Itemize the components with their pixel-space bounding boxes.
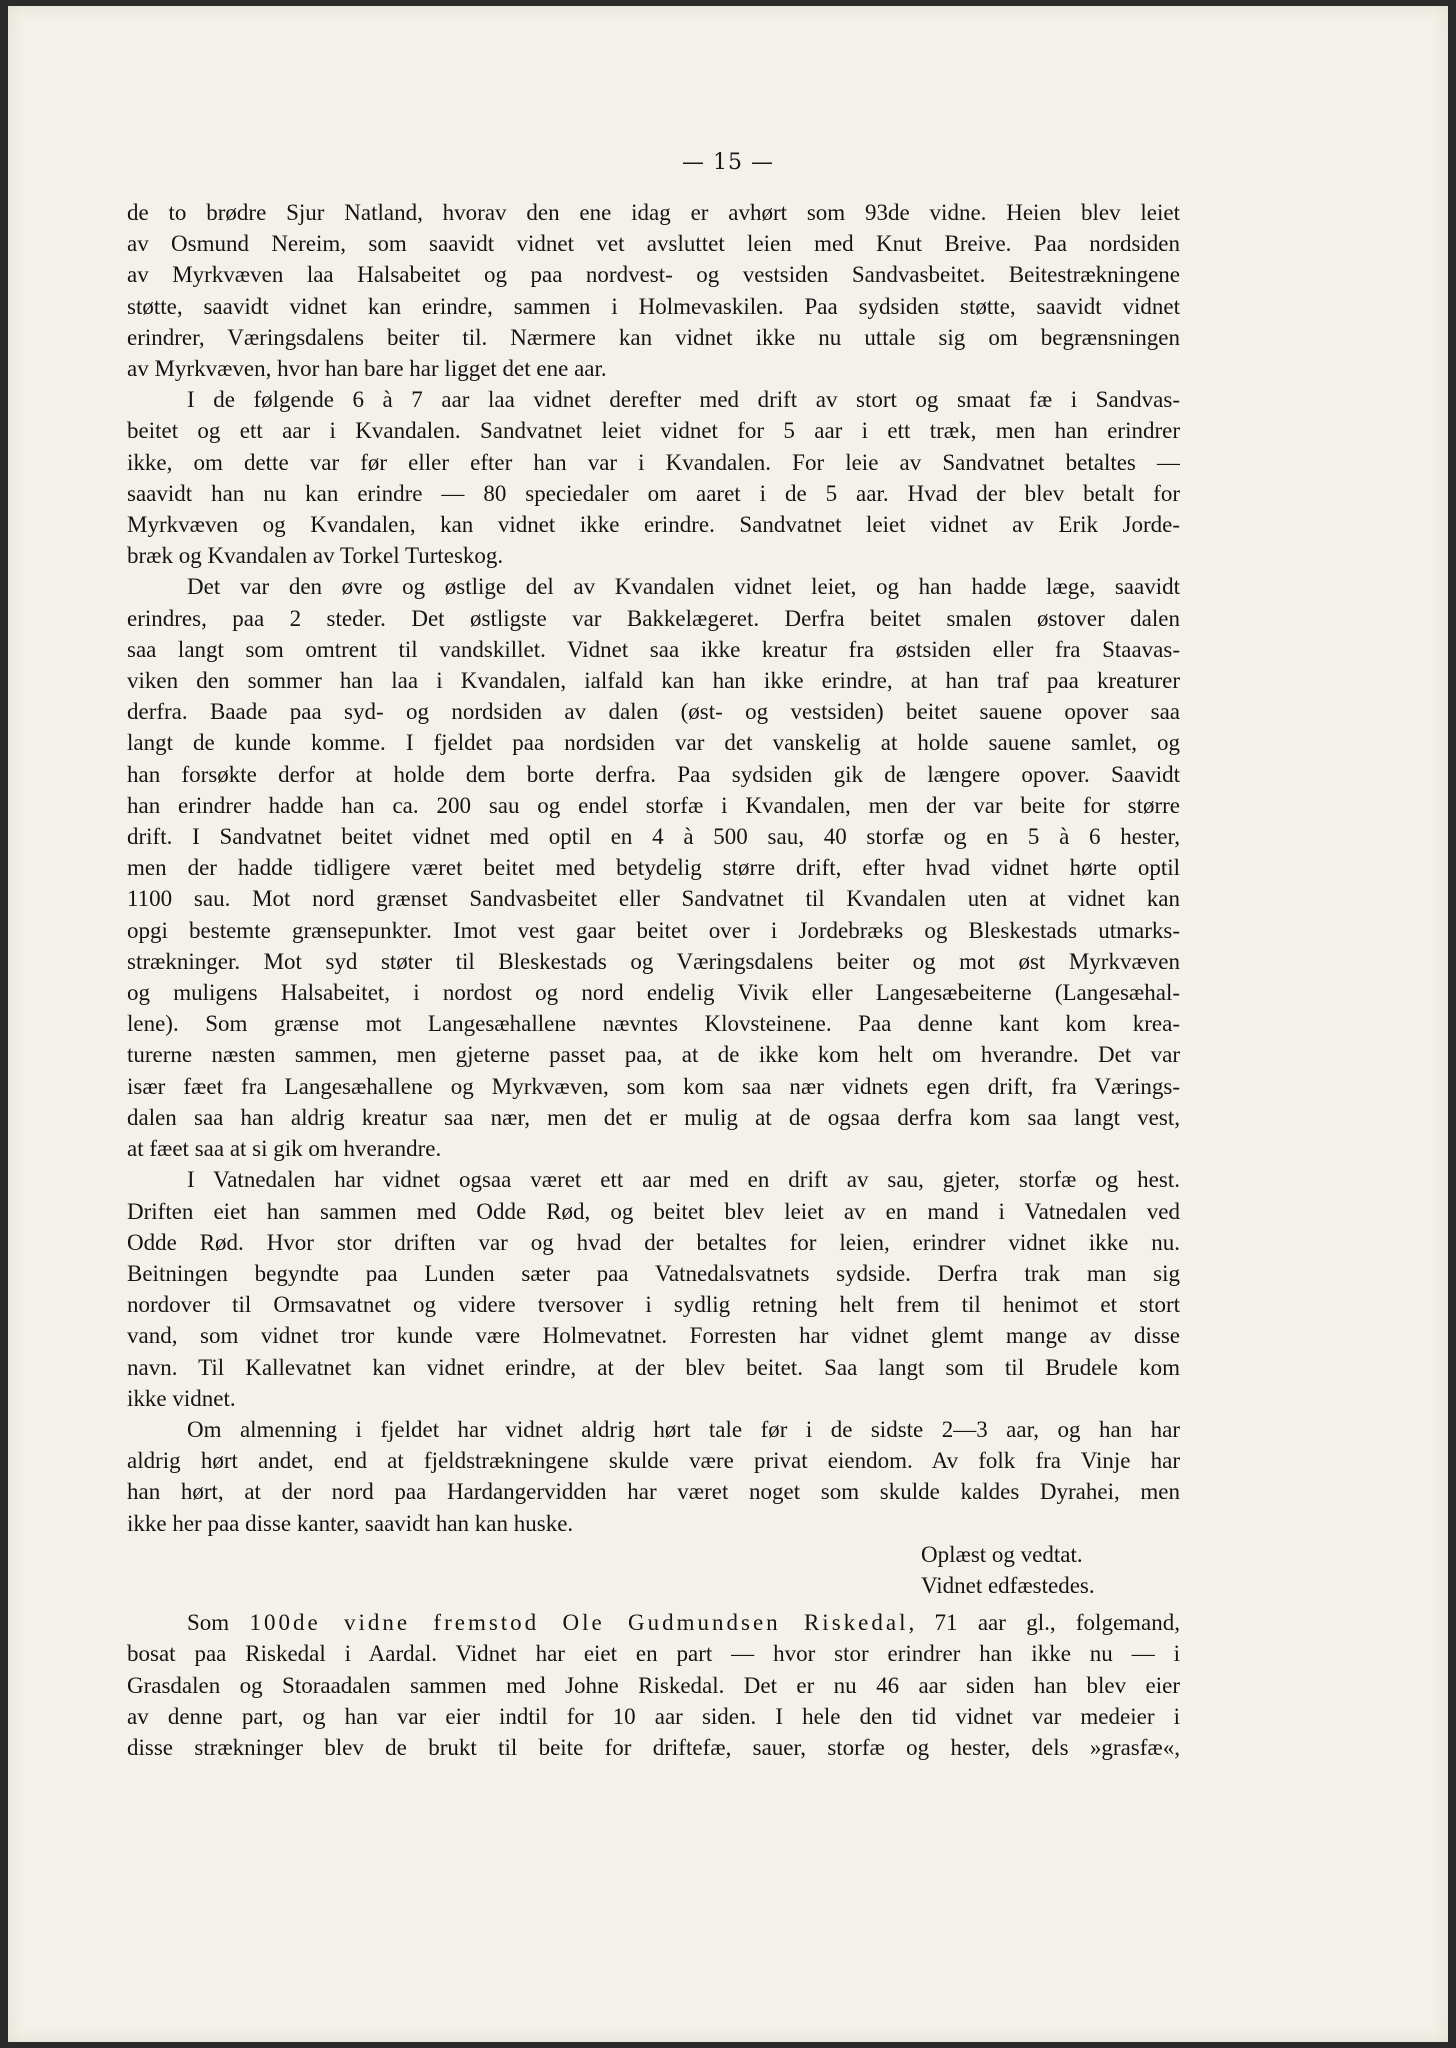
paragraph [127, 1414, 1180, 1539]
text-line: vand, som vidnet tror kunde være Holmevatnet. Forresten har vidnet glemt mange av disse [127, 1323, 1180, 1349]
text-line: erindres, paa 2 steder. Det østligste var Bakkelægeret. Derfra beitet smalen østover dalen [127, 605, 1180, 631]
text-line: strækninger. Mot syd støter til Bleskestads og Væringsdalens beiter og mot øst Myrkvæven [127, 948, 1180, 974]
text-line: av denne part, og han var eier indtil for 10 aar siden. I hele den tid vidnet var medeier i [127, 1703, 1180, 1729]
text-line: Om almenning i fjeldet har vidnet aldrig hørt tale før i de sidste 2—3 aar, og han har [187, 1416, 1180, 1442]
text-line: disse strækninger blev de brukt til beite for driftefæ, sauer, storfæ og hester, dels »grasfæ«, [127, 1734, 1180, 1760]
paragraph [127, 1164, 1180, 1414]
document-body [127, 197, 1180, 1763]
signoff [127, 1539, 1180, 1601]
paragraph [127, 384, 1180, 571]
text-line: I de følgende 6 à 7 aar laa vidnet derefter med drift av stort og smaat fæ i Sandvas- [187, 387, 1180, 413]
text-line: drift. I Sandvatnet beitet vidnet med optil en 4 à 500 sau, 40 storfæ og en 5 à 6 hester, [127, 824, 1180, 850]
text-line: bræk og Kvandalen av Torkel Turteskog. [127, 543, 504, 569]
text-line: Beitningen begyndte paa Lunden sæter paa Vatnedalsvatnets sydside. Derfra trak man sig [127, 1260, 1180, 1286]
text-line: han hørt, at der nord paa Hardangervidden har været noget som skulde kaldes Dyrahei, men [127, 1479, 1180, 1505]
text-line: navn. Til Kallevatnet kan vidnet erindre, at der blev beitet. Saa langt som til Brudele kom [127, 1354, 1180, 1380]
text-line: saa langt som omtrent til vandskillet. Vidnet saa ikke kreatur fra østsiden eller fra Staavas- [127, 636, 1180, 662]
witness-name: 100de vidne fremstod Ole Gudmundsen Riskedal [249, 1610, 909, 1636]
text-line: langt de kunde komme. I fjeldet paa nordsiden var det vanskelig at holde sauene samlet, og [127, 730, 1180, 756]
text-line: 1100 sau. Mot nord grænset Sandvasbeitet eller Sandvatnet til Kvandalen uten at vidnet kan [127, 886, 1180, 912]
paragraph [127, 197, 1180, 384]
text-line: av Osmund Nereim, som saavidt vidnet vet avsluttet leien med Knut Breive. Paa nordsiden [127, 231, 1180, 257]
text-line: ikke, om dette var før eller efter han var i Kvandalen. For leie av Sandvatnet betaltes — [127, 449, 1180, 475]
witness-intro-line [127, 1607, 1180, 1638]
text-line: dalen saa han aldrig kreatur saa nær, men det er mulig at de ogsaa derfra kom saa langt vest, [127, 1104, 1180, 1130]
text-line: Myrkvæven og Kvandalen, kan vidnet ikke erindre. Sandvatnet leiet vidnet av Erik Jorde- [127, 512, 1180, 538]
text-line: turerne næsten sammen, men gjeterne passet paa, at de ikke kom helt om hverandre. Det var [127, 1042, 1180, 1068]
text-line: I Vatnedalen har vidnet ogsaa været ett aar med en drift av sau, gjeter, storfæ og hest. [187, 1167, 1180, 1193]
text-line: bosat paa Riskedal i Aardal. Vidnet har eiet en part — hvor stor erindrer han ikke nu — i [127, 1641, 1180, 1667]
text-line: beitet og ett aar i Kvandalen. Sandvatnet leiet vidnet for 5 aar i ett træk, men han erindrer [127, 418, 1180, 444]
text-line: men der hadde tidligere været beitet med betydelig større drift, efter hvad vidnet hørte optil [127, 855, 1180, 881]
text-line: især fæet fra Langesæhallene og Myrkvæven, som kom saa nær vidnets egen drift, fra Værings- [127, 1073, 1180, 1099]
page-number: — 15 — [682, 150, 774, 175]
text-line: han forsøkte derfor at holde dem borte derfra. Paa sydsiden gik de længere opover. Saavidt [127, 761, 1180, 787]
text-line: ikke vidnet. [127, 1385, 236, 1411]
text-line: ikke her paa disse kanter, saavidt han kan huske. [127, 1510, 574, 1536]
text-line: erindrer, Væringsdalens beiter til. Nærmere kan vidnet ikke nu uttale sig om begrænsningen [127, 324, 1180, 350]
text-line: saavidt han nu kan erindre — 80 speciedaler om aaret i de 5 aar. Hvad der blev betalt for [127, 480, 1180, 506]
text-line: lene). Som grænse mot Langesæhallene nævntes Klovsteinene. Paa denne kant kom krea- [127, 1011, 1180, 1037]
paragraph [127, 1607, 1180, 1763]
text-line: viken den sommer han laa i Kvandalen, ialfald kan han ikke erindre, at han traf paa kreaturer [127, 668, 1180, 694]
text-line: han erindrer hadde han ca. 200 sau og endel storfæ i Kvandalen, men der var beite for større [127, 792, 1180, 818]
witness-intro: Som [187, 1610, 250, 1636]
text-line: av Myrkvæven, hvor han bare har ligget det ene aar. [127, 356, 607, 382]
text-line: aldrig hørt andet, end at fjeldstrækningene skulde være privat eiendom. Av folk fra Vinje har [127, 1448, 1180, 1474]
text-line: Det var den øvre og østlige del av Kvandalen vidnet leiet, og han hadde læge, saavidt [187, 574, 1180, 600]
signoff-read-approved: Oplæst og vedtat. [921, 1541, 1083, 1567]
text-line: at fæet saa at si gik om hverandre. [127, 1136, 442, 1162]
text-line: støtte, saavidt vidnet kan erindre, sammen i Holmevaskilen. Paa sydsiden støtte, saavidt vidnet [127, 293, 1180, 319]
text-line: Grasdalen og Storaadalen sammen med Johne Riskedal. Det er nu 46 aar siden han blev eier [127, 1672, 1180, 1698]
text-line: nordover til Ormsavatnet og videre tversover i sydlig retning helt frem til henimot et stort [127, 1292, 1180, 1318]
text-line: Driften eiet han sammen med Odde Rød, og beitet blev leiet av en mand i Vatnedalen ved [127, 1198, 1180, 1224]
text-line: de to brødre Sjur Natland, hvorav den ene idag er avhørt som 93de vidne. Heien blev leiet [127, 200, 1180, 225]
witness-details: , 71 aar gl., folgemand, [908, 1610, 1180, 1636]
text-line: av Myrkvæven laa Halsabeitet og paa nordvest- og vestsiden Sandvasbeitet. Beitestrækningene [127, 262, 1180, 288]
text-line: Odde Rød. Hvor stor driften var og hvad der betaltes for leien, erindrer vidnet ikke nu. [127, 1229, 1180, 1255]
paragraph [127, 571, 1180, 1164]
text-line: opgi bestemte grænsepunkter. Imot vest gaar beitet over i Jordebræks og Bleskestads utmarks- [127, 917, 1180, 943]
text-line: og muligens Halsabeitet, i nordost og nord endelig Vivik eller Langesæbeiterne (Langesæhal- [127, 980, 1180, 1006]
signoff-sworn: Vidnet edfæstedes. [921, 1572, 1095, 1598]
text-line: derfra. Baade paa syd- og nordsiden av dalen (øst- og vestsiden) beitet sauene opover saa [127, 699, 1180, 725]
